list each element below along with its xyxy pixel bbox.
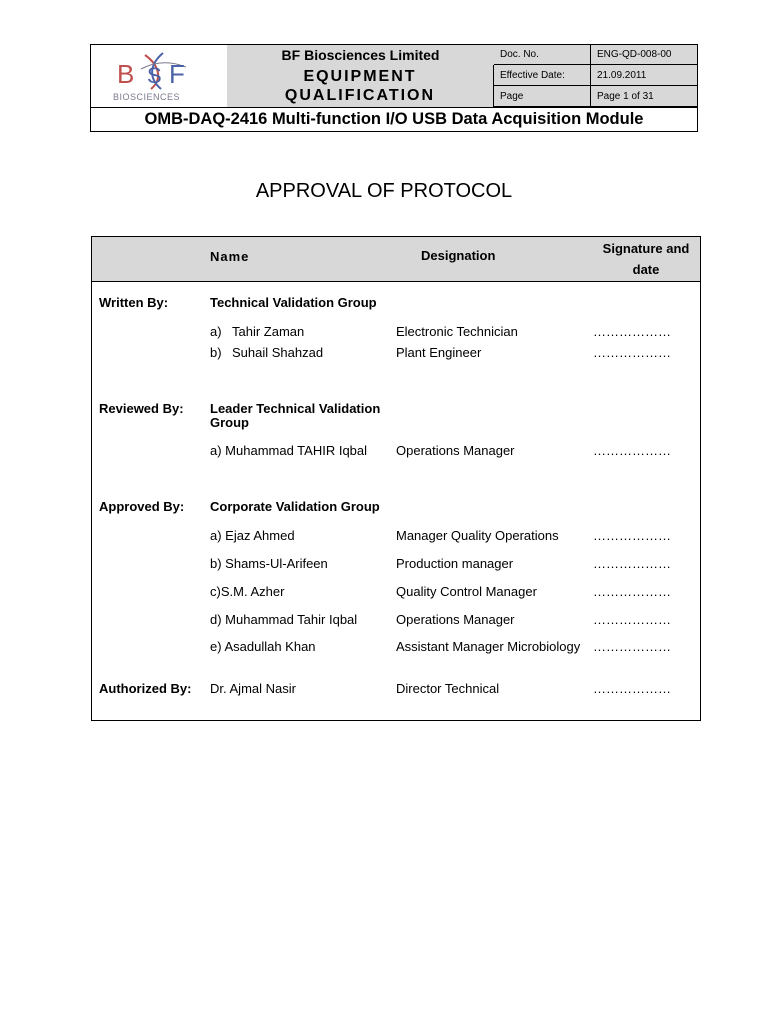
approved-signature-a: ……………… xyxy=(593,528,671,543)
approved-signature-c: ……………… xyxy=(593,584,671,599)
written-name-a: Tahir Zaman xyxy=(232,324,305,339)
written-designation-b: Plant Engineer xyxy=(396,345,482,360)
approved-name-d: d) Muhammad Tahir Iqbal xyxy=(210,612,358,627)
reviewed-signature-a: ……………… xyxy=(593,443,671,458)
svg-text:S: S xyxy=(147,63,162,88)
reviewed-designation-a: Operations Manager xyxy=(396,443,515,458)
document-title: APPROVAL OF PROTOCOL xyxy=(255,180,513,202)
approved-designation-b: Production manager xyxy=(396,556,514,571)
written-marker-a: a) xyxy=(210,324,222,339)
approved-name-a: a) Ejaz Ahmed xyxy=(210,528,295,543)
table-header-row xyxy=(92,237,700,282)
role-written-by: Written By: xyxy=(99,295,169,310)
module-title: OMB-DAQ-2416 Multi-function I/O USB Data Acquisition Module xyxy=(91,107,697,131)
effective-date-label: Effective Date: xyxy=(494,65,591,86)
document-header xyxy=(90,44,698,132)
group-written-by: Technical Validation Group xyxy=(210,295,377,310)
approved-name-b: b) Shams-Ul-Arifeen xyxy=(210,556,328,571)
doc-no-label: Doc. No. xyxy=(494,45,591,65)
role-authorized-by: Authorized By: xyxy=(99,681,192,696)
section-title-line1: EQUIPMENT xyxy=(303,68,417,85)
authorized-name: Dr. Ajmal Nasir xyxy=(210,681,296,696)
approved-name-e: e) Asadullah Khan xyxy=(210,639,316,654)
column-header-name: Name xyxy=(210,249,250,264)
page-value: Page 1 of 31 xyxy=(591,86,697,107)
approved-signature-e: ……………… xyxy=(593,639,671,654)
effective-date-value: 21.09.2011 xyxy=(591,65,697,86)
column-header-signature-line2: date xyxy=(632,262,660,277)
authorized-signature: ……………… xyxy=(593,681,671,696)
approved-designation-e: Assistant Manager Microbiology xyxy=(396,639,581,654)
column-header-signature xyxy=(594,238,698,280)
written-signature-b: ……………… xyxy=(593,345,671,360)
svg-text:B: B xyxy=(117,59,135,89)
group-reviewed-by-line1: Leader Technical Validation xyxy=(210,401,381,416)
written-marker-b: b) xyxy=(210,345,222,360)
approved-designation-d: Operations Manager xyxy=(396,612,515,627)
approved-signature-d: ……………… xyxy=(593,612,671,627)
approved-name-c: c)S.M. Azher xyxy=(210,584,285,599)
doc-no-value: ENG-QD-008-00 xyxy=(591,45,697,65)
written-designation-a: Electronic Technician xyxy=(396,324,518,339)
svg-text:F: F xyxy=(169,59,185,89)
company-logo xyxy=(91,45,228,107)
group-reviewed-by-line2: Group xyxy=(210,415,249,430)
role-reviewed-by: Reviewed By: xyxy=(99,401,184,416)
authorized-designation: Director Technical xyxy=(396,681,500,696)
written-signature-a: ……………… xyxy=(593,324,671,339)
company-name: BF Biosciences Limited xyxy=(227,45,495,66)
role-approved-by: Approved By: xyxy=(99,499,185,514)
column-header-signature-line1: Signature and xyxy=(602,241,690,256)
approved-designation-c: Quality Control Manager xyxy=(396,584,537,599)
approval-table xyxy=(91,236,701,721)
reviewed-name-a: a) Muhammad TAHIR Iqbal xyxy=(210,443,368,458)
column-header-designation: Designation xyxy=(421,248,496,263)
section-title xyxy=(227,65,494,107)
approved-designation-a: Manager Quality Operations xyxy=(396,528,559,543)
approved-signature-b: ……………… xyxy=(593,556,671,571)
section-title-line2: QUALIFICATION xyxy=(284,87,436,104)
page-label: Page xyxy=(494,86,591,107)
group-approved-by: Corporate Validation Group xyxy=(210,499,380,514)
logo-subtext: BIOSCIENCES xyxy=(113,92,181,102)
written-name-b: Suhail Shahzad xyxy=(232,345,324,360)
bsf-logo-icon xyxy=(111,49,211,95)
